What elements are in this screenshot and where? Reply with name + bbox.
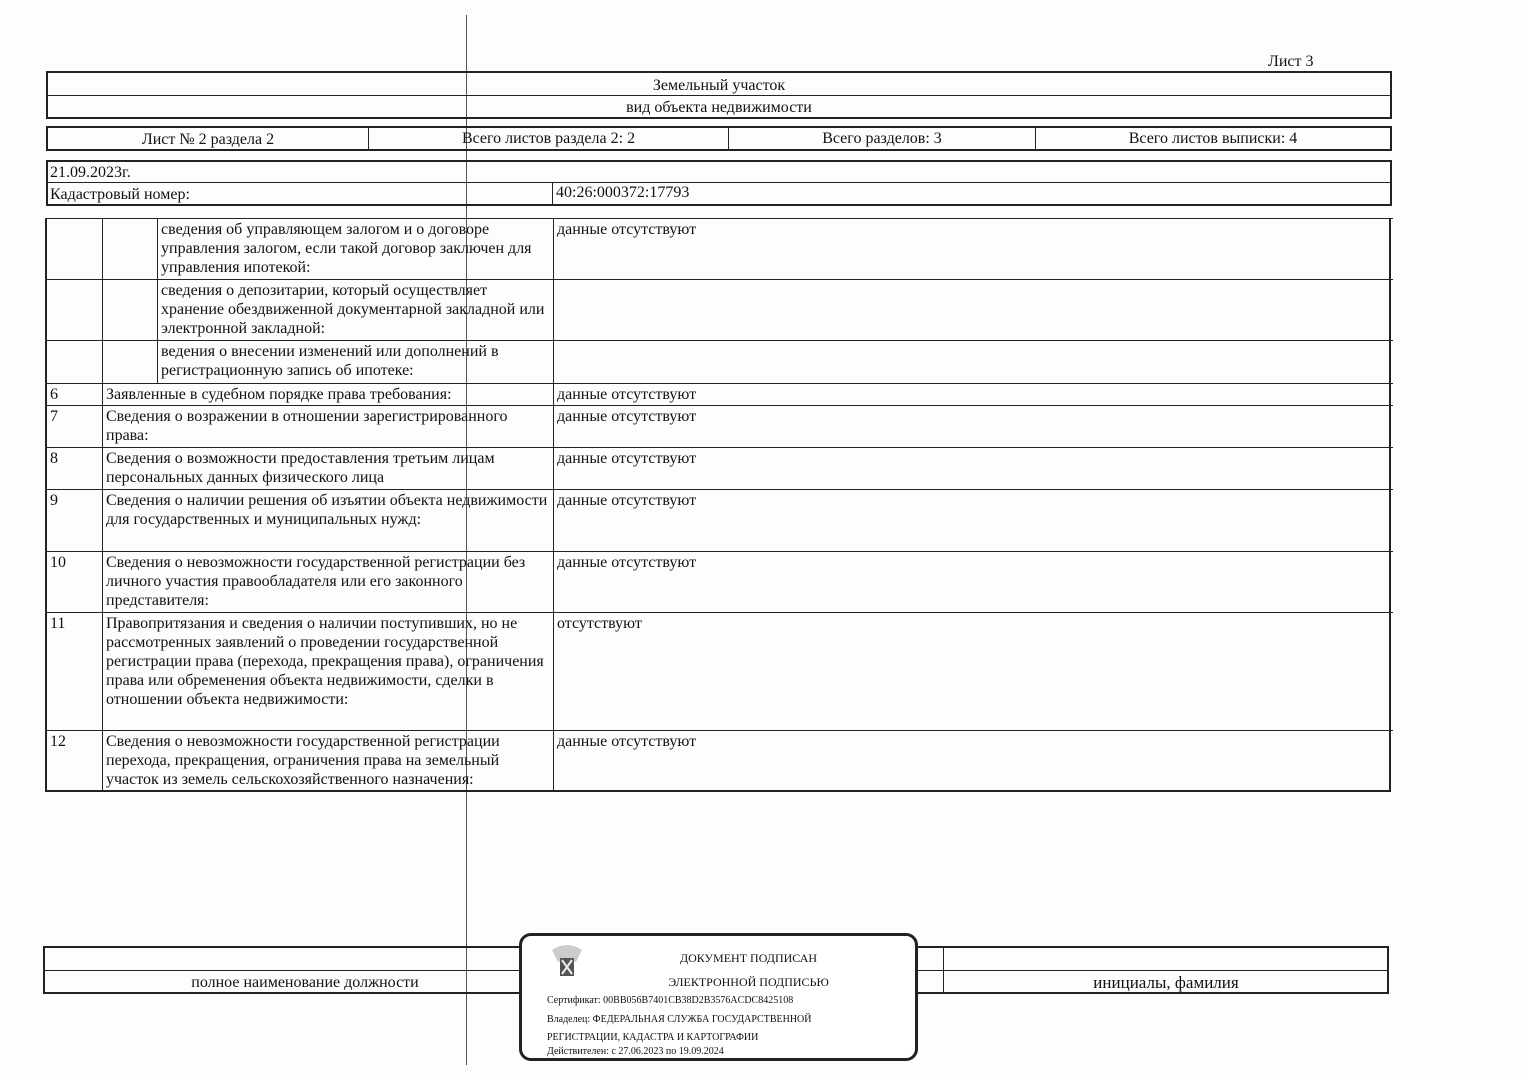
object-type-caption: вид объекта недвижимости xyxy=(626,99,812,116)
row-label: Сведения о возражении в отношении зарегистрированного права: xyxy=(102,406,553,447)
subrow-value xyxy=(553,341,1393,383)
row-label: Правопритязания и сведения о наличии поступивших, но не рассмотренных заявлений о проведении государственной регистрации права (перехода, прекращения права), ограничения права или обременения объекта недвижимости, сделки в отношении объекта недвижимости: xyxy=(102,613,553,730)
row-value: данные отсутствуют xyxy=(553,448,1393,489)
row-label: Заявленные в судебном порядке права требования: xyxy=(102,384,553,405)
stamp-validity: Действителен: с 27.06.2023 по 19.09.2024 xyxy=(547,1046,724,1057)
cadastral-label: Кадастровый номер: xyxy=(50,186,190,203)
subrow-value xyxy=(553,280,1393,340)
extract-date: 21.09.2023г. xyxy=(50,164,131,181)
row-number: 11 xyxy=(50,615,66,632)
position-caption: полное наименование должности xyxy=(191,974,419,991)
stamp-owner-line2: РЕГИСТРАЦИИ, КАДАСТРА И КАРТОГРАФИИ xyxy=(547,1032,759,1043)
total-sections: Всего разделов: 3 xyxy=(728,128,1035,149)
row-number: 7 xyxy=(50,408,58,425)
subrow-indent xyxy=(102,219,157,279)
stamp-line2: ЭЛЕКТРОННОЙ ПОДПИСЬЮ xyxy=(668,975,829,989)
row-number: 10 xyxy=(50,554,66,571)
stamp-certificate: Сертификат: 00BB056B7401CB38D2B3576ACDC8425108 xyxy=(547,995,794,1006)
sheet-info-row xyxy=(46,126,1392,151)
object-type-block xyxy=(46,71,1392,119)
row-label: Сведения о наличии решения об изъятии объекта недвижимости для государственных и муниципальных нужд: xyxy=(102,490,553,551)
table-subrow xyxy=(47,218,1393,279)
row-value: данные отсутствуют xyxy=(553,406,1393,447)
table-row xyxy=(47,730,1393,792)
row-number: 9 xyxy=(50,492,58,509)
sheet-label: Лист 3 xyxy=(1268,53,1314,70)
date-cadastral-block xyxy=(46,160,1392,206)
row-value: отсутствуют xyxy=(553,613,1393,730)
table-row xyxy=(47,405,1393,447)
total-sheets: Всего листов выписки: 4 xyxy=(1035,128,1390,149)
subrow-indent xyxy=(102,280,157,340)
row-value: данные отсутствуют xyxy=(553,490,1393,551)
subrow-indent xyxy=(102,341,157,383)
rights-table xyxy=(45,218,1391,792)
row-label: Сведения о возможности предоставления третьим лицам персональных данных физического лица xyxy=(102,448,553,489)
section-sheets: Всего листов раздела 2: 2 xyxy=(368,128,728,149)
sheet-number: Лист № 2 раздела 2 xyxy=(141,131,275,148)
stamp-line1: ДОКУМЕНТ ПОДПИСАН xyxy=(679,951,818,965)
stamp-owner-line1: Владелец: ФЕДЕРАЛЬНАЯ СЛУЖБА ГОСУДАРСТВЕННОЙ xyxy=(547,1014,812,1025)
table-row xyxy=(47,383,1393,405)
subrow-label: сведения об управляющем залогом и о договоре управления залогом, если такой договор заключен для управления ипотекой: xyxy=(157,219,553,279)
row-value: данные отсутствуют xyxy=(553,384,1393,405)
name-caption: инициалы, фамилия xyxy=(1093,973,1239,992)
table-subrow xyxy=(47,279,1393,340)
row-value: данные отсутствуют xyxy=(553,731,1393,792)
row-label: Сведения о невозможности государственной регистрации без личного участия правообладателя или его законного представителя: xyxy=(102,552,553,612)
table-row xyxy=(47,447,1393,489)
row-number: 12 xyxy=(50,733,66,750)
table-subrow xyxy=(47,340,1393,383)
row-label: Сведения о невозможности государственной регистрации перехода, прекращения, ограничения права на земельный участок из земель сельскохозяйственного назначения: xyxy=(102,731,553,792)
table-row xyxy=(47,551,1393,612)
row-number: 6 xyxy=(50,386,58,403)
table-row xyxy=(47,612,1393,730)
subrow-label: ведения о внесении изменений или дополнений в регистрационную запись об ипотеке: xyxy=(157,341,553,383)
table-row xyxy=(47,489,1393,551)
row-number: 8 xyxy=(50,450,58,467)
object-type: Земельный участок xyxy=(652,77,786,94)
electronic-signature-stamp xyxy=(519,933,918,1061)
row-value: данные отсутствуют xyxy=(553,552,1393,612)
subrow-value: данные отсутствуют xyxy=(553,219,1393,279)
cadastral-number: 40:26:000372:17793 xyxy=(552,182,692,204)
subrow-label: сведения о депозитарии, который осуществляет хранение обездвиженной документарной закладной или электронной закладной: xyxy=(157,280,553,340)
